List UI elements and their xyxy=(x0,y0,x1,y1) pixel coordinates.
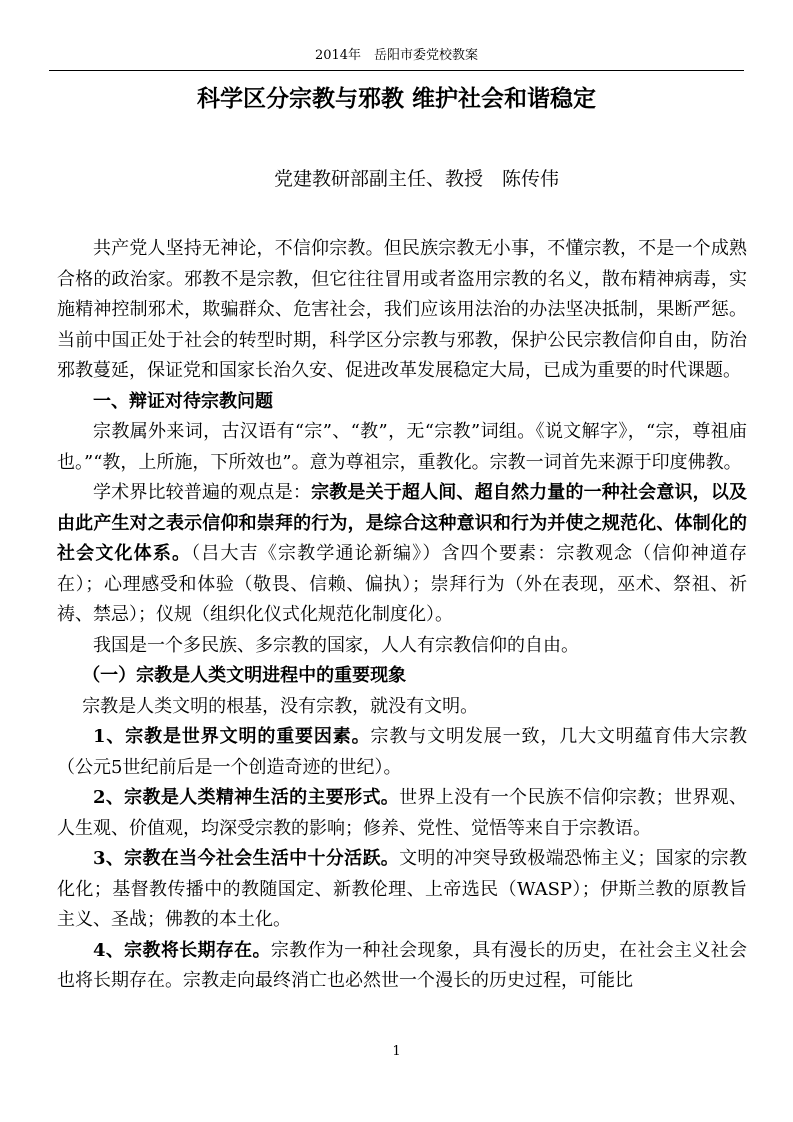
list-item-1 xyxy=(57,722,747,783)
list-item-3-text: 文明的冲突导致极端恐怖主义；国家的宗教化化；基督教传播中的教随国定、新教伦理、上帝选民（WASP）；伊斯兰教的原教旨主义、圣战；佛教的本土化。 xyxy=(57,848,747,930)
list-item-4-heading: 4、宗教将长期存在。 xyxy=(93,939,271,961)
list-item-2-heading: 2、宗教是人类精神生活的主要形式。 xyxy=(93,787,400,808)
page-header: 2014年 岳阳市委党校教案 xyxy=(314,48,479,63)
author-line: 党建教研部副主任、教授 陈传伟 xyxy=(274,168,560,190)
subsection-heading-1: （一）宗教是人类文明进程中的重要现象 xyxy=(82,665,407,686)
list-item-4 xyxy=(57,936,747,997)
list-item-2-text: 世界上没有一个民族不信仰宗教；世界观、人生观、价值观，均深受宗教的影响；修养、党性、觉悟等来自于宗教语。 xyxy=(57,787,747,839)
list-item-2 xyxy=(57,783,747,844)
list-item-4-text: 宗教作为一种社会现象，具有漫长的历史，在社会主义社会也将长期存在。宗教走向最终消亡也必然世一个漫长的历史过程，可能比 xyxy=(57,939,748,991)
document-title: 科学区分宗教与邪教 维护社会和谐稳定 xyxy=(196,85,596,112)
paragraph-foundation: 宗教是人类文明的根基，没有宗教，就没有文明。 xyxy=(82,695,479,717)
definition-elements: （吕大吉《宗教学通论新编》）含四个要素：宗教观念（信仰神道存在）；心理感受和体验（敬畏、信赖、偏执）；崇拜行为（外在表现，巫术、祭祖、祈祷、禁忌）；仪规（组织化仪式化规范化制度化）。 xyxy=(57,543,748,625)
document-body xyxy=(57,234,747,997)
list-item-3-heading: 3、宗教在当今社会生活中十分活跃。 xyxy=(93,848,400,869)
section-heading-1: 一、辩证对待宗教问题 xyxy=(93,390,273,412)
list-item-1-heading: 1、宗教是世界文明的重要因素。 xyxy=(93,726,371,747)
list-item-1-text: 宗教与文明发展一致，几大文明蕴育伟大宗教（公元5世纪前后是一个创造奇迹的世纪）。 xyxy=(57,726,747,778)
definition-lead: 学术界比较普遍的观点是： xyxy=(93,482,312,503)
header-rule xyxy=(49,70,744,71)
paragraph-definition xyxy=(57,478,747,631)
paragraph-intro: 共产党人坚持无神论，不信仰宗教。但民族宗教无小事，不懂宗教，不是一个成熟合格的政治家。邪教不是宗教，但它往往冒用或者盗用宗教的名义，散布精神病毒，实施精神控制邪术，欺骗群众、危害社会，我们应该用法治的办法坚决抵制，果断严惩。当前中国正处于社会的转型时期，科学区分宗教与邪教，保护公民宗教信仰自由，防治邪教蔓延，保证党和国家长治久安、促进改革发展稳定大局，已成为重要的时代课题。 xyxy=(57,238,747,381)
definition-bold: 宗教是关于超人间、超自然力量的一种社会意识，以及由此产生对之表示信仰和崇拜的行为，是综合这种意识和行为并使之规范化、体制化的社会文化体系。 xyxy=(57,482,748,564)
paragraph-etymology: 宗教属外来词，古汉语有“宗”、“教”，无“宗教”词组。《说文解字》，“宗，尊祖庙也。”“教，上所施，下所效也”。意为尊祖宗，重教化。宗教一词首先来源于印度佛教。 xyxy=(57,421,747,473)
paragraph-freedom: 我国是一个多民族、多宗教的国家，人人有宗教信仰的自由。 xyxy=(93,634,579,656)
page-number: 1 xyxy=(392,1044,401,1059)
list-item-3 xyxy=(57,844,747,936)
